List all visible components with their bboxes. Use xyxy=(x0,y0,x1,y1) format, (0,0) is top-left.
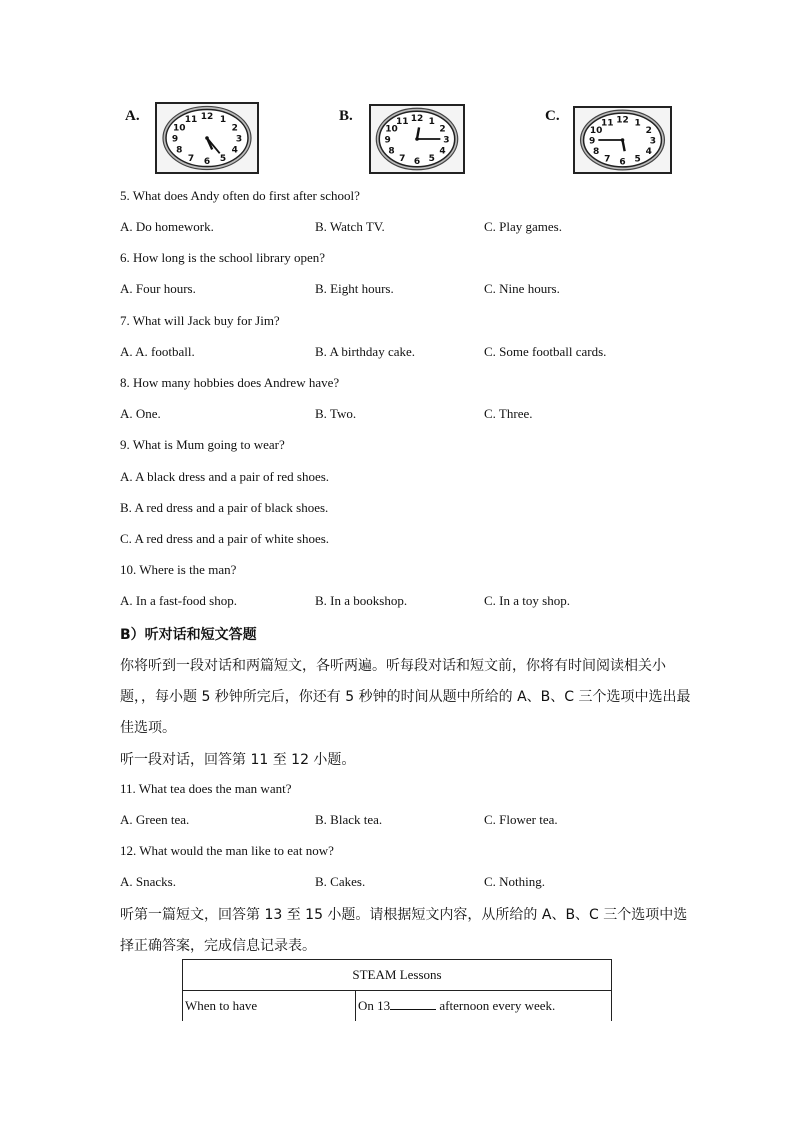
question-7: 7. What will Jack buy for Jim? xyxy=(120,313,280,328)
clock-center xyxy=(415,137,419,141)
table-title: STEAM Lessons xyxy=(183,960,612,991)
question-9: 9. What is Mum going to wear? xyxy=(120,437,285,452)
clock-number: 11 xyxy=(601,118,614,129)
option-letter: C. xyxy=(545,108,560,124)
option-letter: A. xyxy=(125,108,140,124)
option-c: C. Flower tea. xyxy=(484,812,558,827)
question-6: 6. How long is the school library open? xyxy=(120,250,326,265)
passage-intro: 听第一篇短文，回答第 13 至 15 小题。请根据短文内容，从所给的 A、B、C 三个选项中选 xyxy=(120,907,688,923)
clock-number: 10 xyxy=(385,124,398,135)
option-a: A. Do homework. xyxy=(120,219,214,234)
clock-number: 4 xyxy=(231,145,238,156)
question-8: 8. How many hobbies does Andrew have? xyxy=(120,375,340,390)
clock-number: 6 xyxy=(413,157,421,168)
clock-number: 7 xyxy=(604,154,611,165)
clock-number: 3 xyxy=(443,135,450,146)
clock-number: 7 xyxy=(187,153,195,164)
option-b: B. Two. xyxy=(315,406,357,421)
option-letter: B. xyxy=(339,108,353,124)
clock-image xyxy=(155,102,259,174)
clock-number: 1 xyxy=(219,115,227,126)
option-b: B. Watch TV. xyxy=(315,219,385,234)
clock-number: 12 xyxy=(410,113,424,124)
clock-number: 3 xyxy=(649,136,657,147)
option-c: C. Nothing. xyxy=(484,874,546,889)
passage-intro: 择正确答案，完成信息记录表。 xyxy=(120,938,316,954)
clock-number: 7 xyxy=(399,154,406,165)
question-12: 12. What would the man like to eat now? xyxy=(120,843,334,858)
clock-center xyxy=(205,136,209,140)
clock-options xyxy=(119,100,672,175)
option-a: A. A. football. xyxy=(120,344,195,359)
clock-image xyxy=(369,104,465,174)
option-c: C. Some football cards. xyxy=(484,344,607,359)
row-value-suffix: afternoon every week. xyxy=(436,998,556,1013)
option-a: A. One. xyxy=(120,406,161,421)
clock-number: 10 xyxy=(173,123,186,134)
option-c: C. A red dress and a pair of white shoes. xyxy=(120,531,330,546)
clock-number: 8 xyxy=(593,146,600,157)
clock-number: 4 xyxy=(439,146,446,157)
option-b: B. In a bookshop. xyxy=(315,593,408,608)
table-row xyxy=(183,991,612,1022)
clock-number: 9 xyxy=(588,136,596,147)
clock-number: 10 xyxy=(589,126,603,137)
clock-number: 5 xyxy=(428,154,435,165)
row-value-prefix: On 13 xyxy=(358,998,391,1013)
clock-number: 2 xyxy=(645,126,652,137)
clock-number: 12 xyxy=(200,112,214,123)
clock-number: 8 xyxy=(176,145,183,156)
section-b-heading: B）听对话和短文答题 xyxy=(120,627,257,643)
question-10: 10. Where is the man? xyxy=(120,562,237,577)
clock-number: 5 xyxy=(634,154,641,165)
clock-image xyxy=(573,106,672,174)
clock-number: 1 xyxy=(428,116,435,127)
clock-center xyxy=(621,138,625,142)
option-a: A. Snacks. xyxy=(120,874,176,889)
instructions-line: 你将听到一段对话和两篇短文，各听两遍。听每段对话和短文前，你将有时间阅读相关小 xyxy=(120,658,666,674)
option-c: C. Play games. xyxy=(484,219,562,234)
option-b: B. Black tea. xyxy=(315,812,383,827)
clock-number: 3 xyxy=(235,134,243,145)
option-b: B. A birthday cake. xyxy=(315,344,416,359)
clock-number: 5 xyxy=(219,153,227,164)
option-c: C. Nine hours. xyxy=(484,281,560,296)
clock-number: 6 xyxy=(203,156,211,167)
option-b: B. A red dress and a pair of black shoes. xyxy=(120,500,329,515)
clock-number: 2 xyxy=(439,124,446,135)
clock-number: 1 xyxy=(634,118,641,129)
option-a: A. Four hours. xyxy=(120,281,196,296)
option-b: B. Eight hours. xyxy=(315,281,394,296)
clock-number: 8 xyxy=(388,146,395,157)
option-b: B. Cakes. xyxy=(315,874,366,889)
steam-lessons-table xyxy=(182,959,612,1021)
answer-blank[interactable] xyxy=(390,999,436,1010)
row-value xyxy=(356,991,612,1022)
option-a: A. A black dress and a pair of red shoes. xyxy=(120,469,330,484)
option-c: C. Three. xyxy=(484,406,533,421)
question-5: 5. What does Andy often do first after school? xyxy=(120,188,360,203)
clock-number: 9 xyxy=(171,134,179,145)
option-a: A. Green tea. xyxy=(120,812,190,827)
instructions-line: 题，，每小题 5 秒钟所完后，你还有 5 秒钟的时间从题中所给的 A、B、C 三个选项中选出最 xyxy=(120,689,691,705)
clock-number: 6 xyxy=(619,157,626,168)
option-c: C. In a toy shop. xyxy=(484,593,570,608)
clock-number: 12 xyxy=(616,115,629,126)
clock-number: 4 xyxy=(645,146,652,157)
dialog-intro: 听一段对话，回答第 11 至 12 小题。 xyxy=(120,752,356,768)
clock-number: 11 xyxy=(396,116,409,127)
row-label: When to have xyxy=(183,991,356,1022)
question-11: 11. What tea does the man want? xyxy=(120,781,292,796)
clock-number: 2 xyxy=(231,123,238,134)
clock-number: 11 xyxy=(184,115,198,126)
clock-number: 9 xyxy=(384,135,391,146)
option-a: A. In a fast-food shop. xyxy=(120,593,237,608)
instructions-line: 佳选项。 xyxy=(120,720,176,736)
